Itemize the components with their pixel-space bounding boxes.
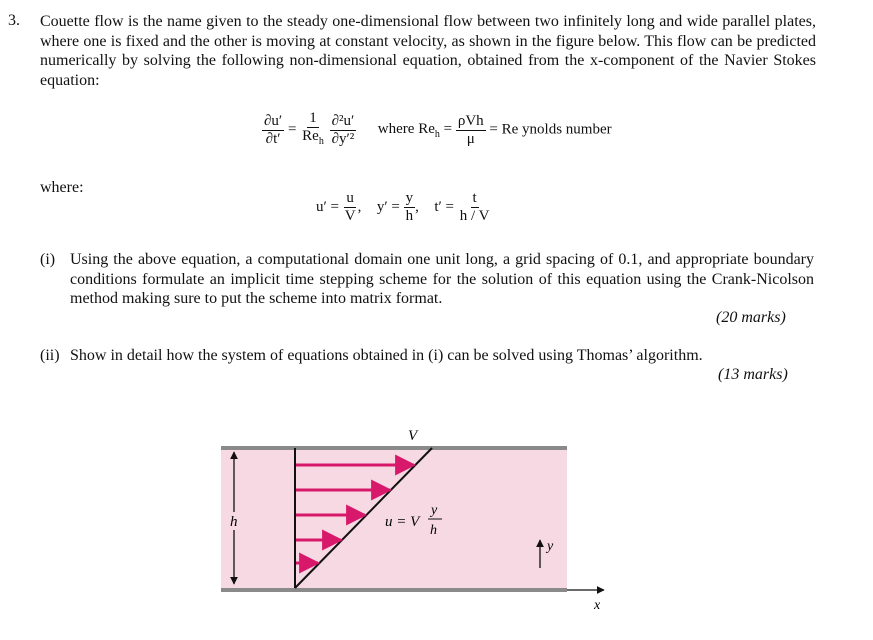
lhs-denominator: ∂t′ [265, 130, 281, 147]
profile-equation-lhs: u = V [385, 514, 420, 530]
profile-equation-num: y [431, 503, 438, 518]
profile-equation-den: h [430, 523, 437, 538]
d2-denominator: ∂y′² [331, 130, 355, 147]
u-def-lhs: u′ = [316, 198, 339, 215]
part-ii-marks: (13 marks) [718, 366, 788, 383]
part-i-text: Using the above equation, a computational domain one unit long, a grid spacing of 0.1, and appropriate boundary conditions formulate an implicit time stepping scheme for the solution of this equation using the Crank-Nicolson method making sure to put the scheme into matrix format. [70, 251, 814, 307]
question-number: 3. [8, 12, 20, 29]
t-def-fraction: $\frac{t}{h / V}$ [459, 190, 490, 224]
re-denominator: μ [466, 130, 475, 147]
coef-denominator: $Re_h$ [302, 128, 324, 147]
where-label: where: [40, 179, 84, 196]
y-def-lhs: y′ = [376, 198, 400, 215]
top-velocity-label: V [408, 428, 418, 444]
height-label: h [230, 514, 238, 530]
question-intro: Couette flow is the name given to the steady one-dimensional flow between two infinitely long and wide parallel plates, where one is fixed and the other is moving at constant velocity, as shown in the figure below. This flow can be predicted numerically by solving the following non-dimensional equation, obtained from the x-component of the Navier Stokes equation: [40, 13, 816, 89]
part-ii-label: (ii) [40, 347, 60, 364]
u-def-fraction: $\frac{u}{V}$ [344, 190, 356, 224]
part-i-marks: (20 marks) [716, 309, 786, 326]
nondimensional-definitions: u′ = $\frac{u}{V}$ , y′ = $\frac{y}{h}$ , t′ = $\frac{t}{h / V}$ [316, 190, 490, 224]
equals-sign: = [287, 121, 297, 138]
re-numerator: ρVh [457, 112, 484, 129]
coef-numerator: 1 [309, 110, 317, 126]
part-i-label: (i) [40, 251, 56, 268]
lhs-numerator: ∂u′ [264, 112, 283, 129]
top-moving-plate [221, 446, 567, 450]
d2-numerator: ∂²u′ [331, 112, 355, 129]
bottom-fixed-plate [221, 588, 567, 592]
y-def-fraction: $\frac{y}{h}$ [405, 190, 414, 224]
t-def-lhs: t′ = [434, 198, 455, 215]
x-axis-label: x [594, 598, 601, 613]
where-reynolds: where $Re_h$ = [377, 121, 453, 141]
reynolds-label: = Re ynolds number [489, 121, 612, 138]
y-axis-label: y [547, 539, 554, 554]
part-ii-text: Show in detail how the system of equations obtained in (i) can be solved using Thomas’ algorithm. [70, 347, 703, 364]
